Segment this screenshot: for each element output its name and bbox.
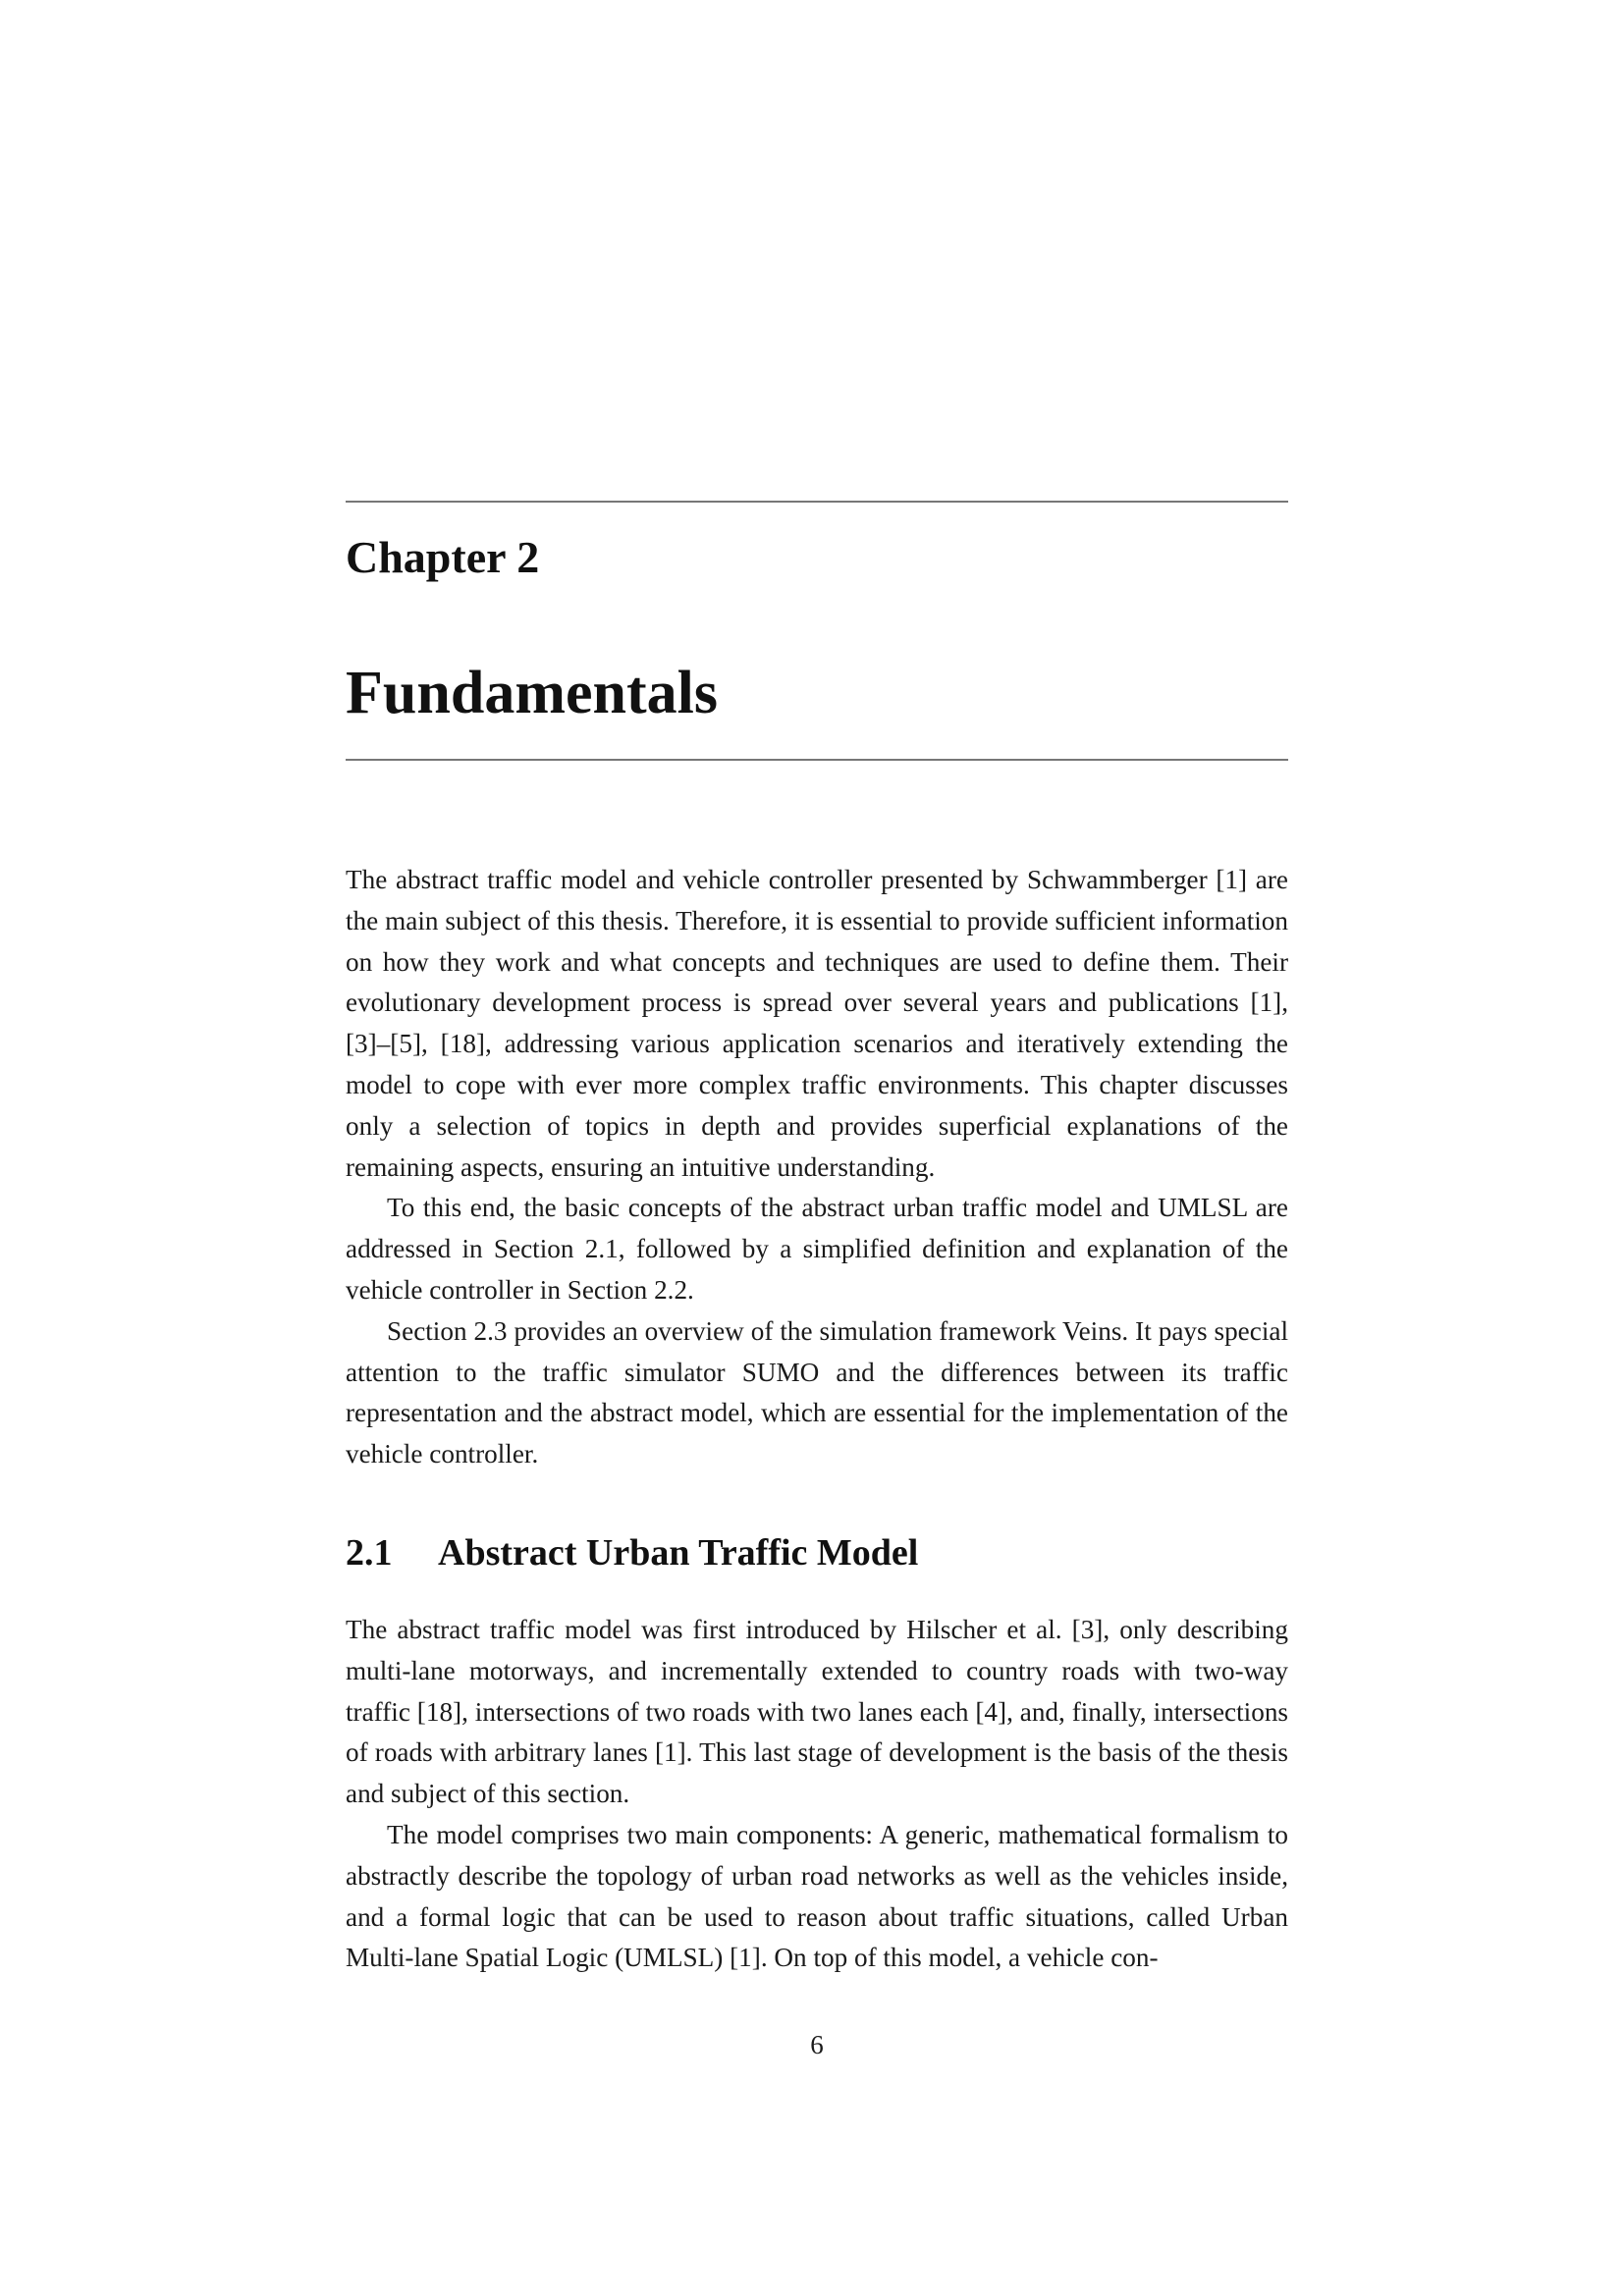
section-paragraph-1: The abstract traffic model was first introduced by Hilscher et al. [3], only describing multi-lane motorways, and incrementally extended to country roads with two-way traffic [18], intersections of two roads with two lanes each [4], and, finally, intersections of roads with arbitrary lanes [1]. This last stage of development is the basis of the thesis and subject of this section. [346, 1615, 1288, 1809]
intro-paragraph-3: Section 2.3 provides an overview of the simulation framework Veins. It pays special attention to the traffic simulator SUMO and the differences between its traffic representation and the abstract model, which are essential for the implementation of the vehicle controller. [346, 1315, 1288, 1469]
chapter-bottom-rule [346, 759, 1288, 761]
section-title: Abstract Urban Traffic Model [438, 1532, 919, 1574]
document-page [346, 0, 1288, 2296]
chapter-top-rule [346, 501, 1288, 503]
section-body [346, 1610, 1288, 1979]
chapter-title: Fundamentals [346, 660, 718, 726]
chapter-label: Chapter 2 [346, 532, 540, 582]
intro-paragraph-2: To this end, the basic concepts of the abstract urban traffic model and UMLSL are addressed in Section 2.1, followed by a simplified definition and explanation of the vehicle controller in Section 2.2. [346, 1193, 1288, 1305]
section-number: 2.1 [346, 1532, 393, 1574]
section-heading [346, 1528, 918, 1577]
intro-paragraph-1: The abstract traffic model and vehicle controller presented by Schwammberger [1] are the main subject of this thesis. Therefore, it is essential to provide sufficient information on how they work and what concepts and techniques are used to define them. Their evolutionary development process is spread over several years and publications [1], [3]–[5], [18], addressing various application scenarios and iteratively extending the model to cope with ever more complex traffic environments. This chapter discusses only a selection of topics in depth and provides superficial explanations of the remaining aspects, ensuring an intuitive understanding. [346, 865, 1288, 1182]
chapter-intro [346, 860, 1288, 1475]
page-number: 6 [810, 2030, 824, 2059]
section-paragraph-2: The model comprises two main components: A generic, mathematical formalism to abstractly describe the topology of urban road networks as well as the vehicles inside, and a formal logic that can be used to reason about traffic situations, called Urban Multi-lane Spatial Logic (UMLSL) [1]. On top of this model, a vehicle con- [346, 1819, 1288, 1973]
